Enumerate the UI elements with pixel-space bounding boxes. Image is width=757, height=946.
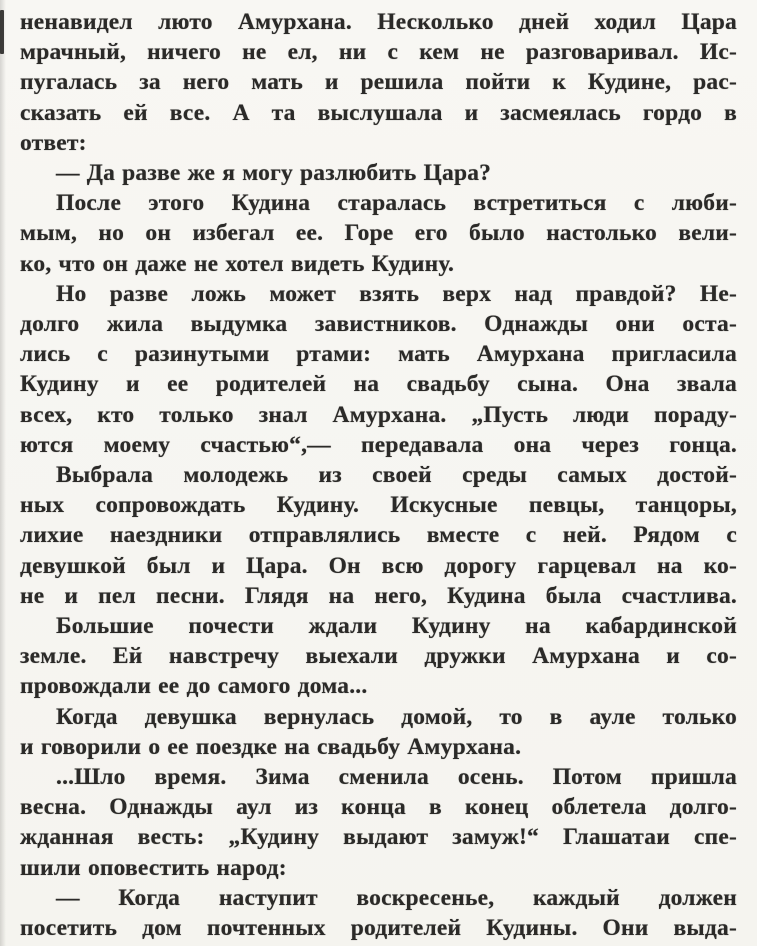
text-line: мым, но он избегал ее. Горе его было настолько вели- <box>20 220 737 247</box>
text-line: провождали ее до самого дома... <box>20 673 368 700</box>
text-line: Кудину и ее родителей на свадьбу сына. Она звала <box>20 371 737 398</box>
text-line: лись с разинутыми ртами: мать Амурхана пригласила <box>20 341 737 368</box>
text-line: всех, кто только знал Амурхана. „Пусть люди пораду- <box>20 401 737 428</box>
text-line: ...Шло время. Зима сменила осень. Потом пришла <box>56 764 737 791</box>
scan-edge-artifact <box>0 10 4 54</box>
text-line: Но разве ложь может взять верх над правдой? Не- <box>56 280 737 307</box>
text-line: не и пел песни. Глядя на него, Кудина была счастлива. <box>20 582 737 609</box>
text-line: шили оповестить народ: <box>20 854 287 881</box>
text-line-dialogue: — Когда наступит воскресенье, каждый должен <box>56 884 737 911</box>
text-line: девушкой был и Цара. Он всю дорогу гарцевал на ко- <box>20 552 737 579</box>
text-line: и говорили о ее поездке на свадьбу Амурхана. <box>20 733 522 760</box>
text-line: сказать ей все. А та выслушала и засмеялась гордо в <box>20 99 737 126</box>
text-line: жданная весть: „Кудину выдают замуж!“ Глашатаи спе- <box>20 824 737 851</box>
text-line: лихие наездники отправлялись вместе с ней. Рядом с <box>20 522 737 549</box>
text-line: мрачный, ничего не ел, ни с кем не разговаривал. Ис- <box>20 39 737 66</box>
text-line: ненавидел люто Амурхана. Несколько дней ходил Цара <box>20 9 737 35</box>
text-line-dialogue: — Да разве же я могу разлюбить Цара? <box>56 160 492 187</box>
scan-edge-shadow <box>0 0 6 946</box>
text-line: пугалась за него мать и решила пойти к Кудине, рас- <box>20 69 737 96</box>
text-line: Выбрала молодежь из своей среды самых достой- <box>56 462 737 489</box>
text-line: земле. Ей навстречу выехали дружки Амурхана и со- <box>20 643 737 670</box>
text-line: Когда девушка вернулась домой, то в ауле только <box>56 703 737 730</box>
text-line: ных сопровождать Кудину. Искусные певцы, танцоры, <box>20 492 737 519</box>
text-line: весна. Однажды аул из конца в конец облетела долго- <box>20 794 737 821</box>
text-line: После этого Кудина старалась встретиться с люби- <box>56 190 737 217</box>
text-line: ются моему счастью“,— передавала она через гонца. <box>20 431 737 458</box>
text-line: долго жила выдумка завистников. Однажды они оста- <box>20 311 737 338</box>
text-line: ко, что он даже не хотел видеть Кудину. <box>20 250 455 277</box>
text-line: Большие почести ждали Кудину на кабардинской <box>56 613 737 640</box>
text-line: ответ: <box>20 129 87 156</box>
text-line: посетить дом почтенных родителей Кудины. Они выда- <box>20 915 737 942</box>
